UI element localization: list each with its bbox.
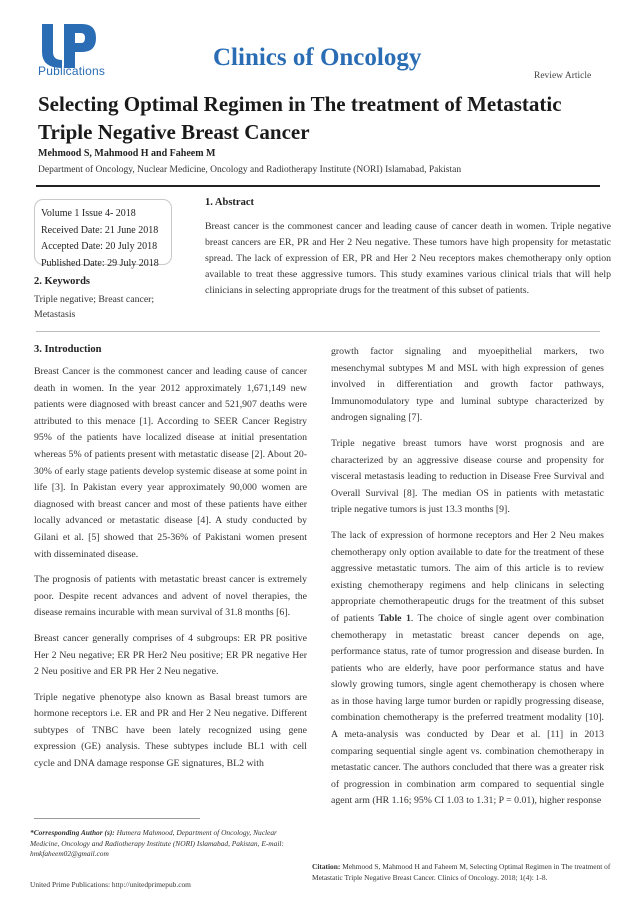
- accepted-date: Accepted Date: 20 July 2018: [41, 241, 158, 252]
- volume-issue: Volume 1 Issue 4- 2018: [41, 208, 136, 219]
- left-column: [34, 364, 307, 782]
- corresponding-text: Humera Mahmood, Department of Oncology, Nuclear Medicine, Oncology and Radiotherapy Institute (NORI) Islamabad, Pakistan, E-mail: hmkfaheem02@gmail.com: [30, 828, 284, 858]
- paragraph-text: The lack of expression of hormone receptors and Her 2 Neu makes chemotherapy only option available to date for the treatment of these aggressive metastatic tumors. The aim of this article is to review existing chemotherapy regimens and help clinicans in selecting appropriate chemotherapeutic drugs for the treatment of this subset of patients: [331, 529, 604, 624]
- table-reference[interactable]: Table 1: [378, 612, 411, 624]
- corresponding-author: [30, 828, 295, 860]
- paragraph: Triple negative breast tumors have worst prognosis and are characterized by an aggressive disease course and propensity for visceral metastasis leading to reduction in Disease Free Survival and Overall Survival [8]. The median OS in patients with metastatic triple negative tumors is just 13.3 months [9].: [331, 437, 604, 516]
- article-info-box: [34, 199, 172, 269]
- published-date: Published Date: 29 July 2018: [41, 257, 159, 269]
- corresponding-label: *Corresponding Author (s):: [30, 828, 115, 837]
- section-divider: [36, 331, 600, 332]
- paragraph: growth factor signaling and myoepithelial markers, two mesenchymal subtypes M and MSL with high expression of genes involved in differentiation and growth factor pathways, Immunomodulatory type and luminal subtype characterized by androgen signaling [7].: [331, 346, 604, 424]
- paragraph: The prognosis of patients with metastatic breast cancer is extremely poor. Despite recent advances and advent of novel therapies, the disease remains incurable with mean survival of 31.8 months [6].: [34, 574, 307, 619]
- paragraph: [331, 528, 604, 810]
- abstract-text: Breast cancer is the commonest cancer and leading cause of cancer death in women. Triple negative breast cancers are ER, PR and Her 2 Neu negative. These tumors have high propensity for metastatic spread. The lack of expression of ER, PR and Her 2 Neu receptors makes chemotherapy only option available to treat these aggressive tumors. This study examines various clinical trials that will help clinicians in selecting appropriate drugs for the treatment of this subset of patients.: [205, 221, 611, 296]
- publisher-footer[interactable]: United Prime Publications: http://unitedprimepub.com: [30, 880, 191, 889]
- abstract-heading: 1. Abstract: [205, 197, 254, 208]
- header-divider: [36, 185, 600, 187]
- paragraph: Breast cancer generally comprises of 4 subgroups: ER PR positive Her 2 Neu negative; ER PR Her2 Neu positive; ER PR negative Her 2 Neu positive and ER PR Her 2 Neu negative.: [34, 632, 307, 678]
- journal-title: Clinics of Oncology: [213, 44, 422, 71]
- citation: [312, 862, 612, 883]
- paragraph-text: . The choice of single agent over combination chemotherapy in metastatic breast cancer depends on age, performance status, rate of tumor progression and disease burden. In patients who are elderly, have poor performance status and have slowly growing tumors, single agent chemotherapy is chosen where as in those having large tumor burden or rapidly progressing disease, combination chemotherapy is the preferred treatment modality [10]. A meta-analysis was conducted by Dear et al. [11] in 2013 comparing sequential single agent vs. combination chemotherapy in metastatic cancer. The authors concluded that there was a greater risk of progression in combination arm compared to sequential single agent arm (HR 1.16; 95% CI 1.03 to 1.31; P = 0.01), higher response: [331, 612, 604, 807]
- authors: Mehmood S, Mahmood H and Faheem M: [38, 148, 216, 159]
- keywords-heading: 2. Keywords: [34, 276, 90, 287]
- introduction-heading: 3. Introduction: [34, 344, 102, 355]
- footnote-divider: [34, 818, 200, 819]
- logo-text: Publications: [38, 64, 106, 78]
- publisher-logo: [38, 22, 100, 68]
- article-type: Review Article: [534, 71, 592, 81]
- right-column: [331, 344, 604, 819]
- affiliation: Department of Oncology, Nuclear Medicine, Oncology and Radiotherapy Institute (NORI) Islamabad, Pakistan: [38, 165, 462, 175]
- received-date: Received Date: 21 June 2018: [41, 224, 159, 236]
- citation-label: Citation:: [312, 862, 341, 871]
- paragraph: Triple negative phenotype also known as Basal breast tumors are hormone receptors i.e. ER and PR and Her 2 Neu negative. Different subtypes of TNBC have been lately recognized using gene expression (GE) analysis. These subtypes include BL1 with cell cycle and DNA damage response GE signatures, BL2 with: [34, 691, 307, 770]
- keywords-text: Triple negative; Breast cancer; Metastasis: [34, 294, 155, 320]
- paragraph: Breast Cancer is the commonest cancer and leading cause of cancer death in women. In the year 2012 approximately 1,671,149 new patients were diagnosed with breast cancer and 521,907 deaths were attributed to this menace [1]. According to SEER Cancer Registry 95% of the patients have localized disease at initial presentation whereas 5% of patients present with metastatic disease [2]. About 20-30% of early stage patients develop systemic disease at some point in life [3]. In Pakistan every year approximately 90,000 women are diagnosed with breast cancer and most of these patients have either locally advanced or metastatic disease [4]. A study conducted by Gilani et al. [5] showed that 25-36% of Pakistani women present with disseminated disease.: [34, 366, 307, 560]
- citation-text: Mehmood S, Mahmood H and Faheem M, Selecting Optimal Regimen in The treatment of Metastatic Triple Negative Breast Cancer. Clinics of Oncology. 2018; 1(4): 1-8.: [312, 862, 611, 882]
- paper-title: Selecting Optimal Regimen in The treatment of Metastatic Triple Negative Breast Cancer: [38, 92, 562, 144]
